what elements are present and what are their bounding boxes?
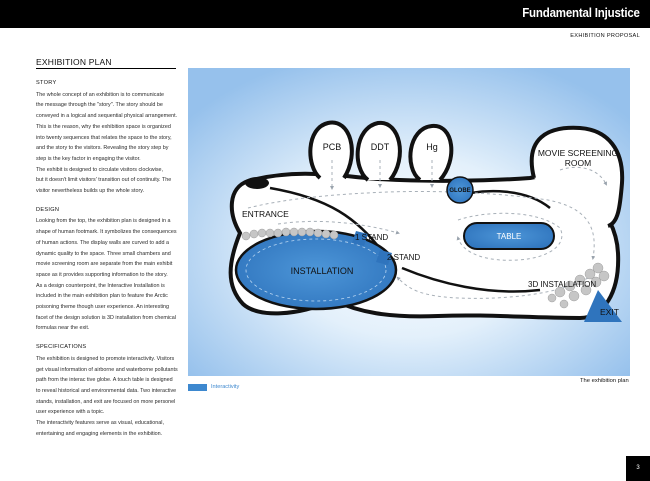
text-line: user experience with a topic.	[36, 409, 105, 416]
text-line: conveyed in a logical and sequential physical arrangement.	[36, 113, 178, 120]
text-line: but it doesn't limit visitors' transition out of continuity. The	[36, 177, 172, 184]
document-subtitle: EXHIBITION PROPOSAL	[570, 33, 640, 39]
exit-label: EXIT	[600, 307, 619, 317]
text-line: facet of the design solution is 3D installation from chemical	[36, 314, 176, 321]
text-line: path from the interac tive globe. A touch table is designed	[36, 377, 173, 384]
text-line: The exhibit is designed to circulate visitors clockwise,	[36, 166, 164, 173]
entrance-label: ENTRANCE	[242, 209, 289, 219]
text-line: formulas near the exit.	[36, 325, 90, 332]
ddt-label: DDT	[370, 142, 390, 152]
design-paragraph	[36, 216, 182, 334]
text-line: movie screening room are separate from the main exhibit	[36, 261, 173, 268]
stand-2-label: 2 STAND	[387, 253, 421, 262]
text-line: into twenty sequences that relates the space to the story,	[36, 134, 172, 141]
exhibition-floor-plan	[188, 68, 630, 376]
design-heading: DESIGN	[36, 206, 60, 213]
story-paragraph	[36, 90, 182, 197]
header-bar	[0, 0, 650, 28]
3d-installation-label: 3D INSTALLATION	[528, 280, 597, 289]
document-title: Fundamental Injustice	[522, 6, 640, 20]
specifications-heading: SPECIFICATIONS	[36, 344, 87, 351]
hg-chamber	[410, 126, 451, 180]
table-label: TABLE	[496, 232, 522, 241]
body-text-column	[36, 78, 182, 440]
text-line: The exhibition is designed to promote interactivity. Visitors	[36, 355, 175, 362]
entrance-wall-cap	[245, 177, 269, 189]
text-line: included in the main exhibition plan to feature the Arctic	[36, 293, 168, 300]
pcb-label: PCB	[322, 142, 342, 152]
stand-1-label: 1 STAND	[355, 233, 389, 242]
hg-label: Hg	[426, 142, 438, 152]
text-line: the message through the "story". The story should be	[36, 102, 163, 109]
globe-label: GLOBE	[449, 188, 471, 194]
text-line: and the story to the visitors. Revealing the story step by	[36, 145, 169, 152]
text-line: step is the key factor in engaging the visitor.	[36, 155, 141, 162]
section-title: EXHIBITION PLAN	[36, 57, 112, 67]
story-heading: STORY	[36, 80, 57, 86]
text-line: visitor nevertheless builds up the whole story.	[36, 188, 145, 195]
text-line: entertaining and engaging elements in the exhibition.	[36, 430, 163, 437]
text-line: space as it provides supporting information to the story.	[36, 271, 168, 278]
figure-caption: The exhibition plan	[580, 378, 629, 384]
text-line: get visual information of airborne and waterborne pollutants	[36, 366, 178, 373]
text-line: The interactivity features serve as visual, educational,	[36, 420, 164, 427]
legend-label-interactivity: Interactivity	[211, 384, 240, 390]
text-line: of human actions. The display walls are curved to add a	[36, 239, 169, 246]
specifications-paragraph	[36, 354, 182, 440]
text-line: stands, installation, and exit are focused on more personel	[36, 398, 176, 405]
movie-room-label-line2: ROOM	[564, 158, 592, 168]
page-number: 3	[626, 456, 650, 481]
text-line: dynamic quality to the space. Three small chambers and	[36, 250, 171, 257]
text-line: poisoning theme though user experience. An interesting	[36, 304, 170, 311]
text-line: to reveal historical and environmental data. Two interactive	[36, 387, 177, 394]
text-line: The whole concept of an exhibition is to communicate	[36, 91, 164, 98]
text-line: Looking from the top, the exhibition plan is designed in a	[36, 218, 171, 225]
installation-label: INSTALLATION	[290, 266, 354, 276]
section-divider	[36, 68, 176, 69]
text-line: shape of human footmark. It symbolizes the consequences	[36, 229, 177, 236]
text-line: This is the reason, why the exhibition space is organized	[36, 123, 171, 130]
text-line: As a design counterpoint, the Interactive Installation is	[36, 282, 165, 289]
movie-room-label-line1: MOVIE SCREENING	[537, 148, 619, 158]
legend-swatch-interactivity	[188, 384, 207, 391]
